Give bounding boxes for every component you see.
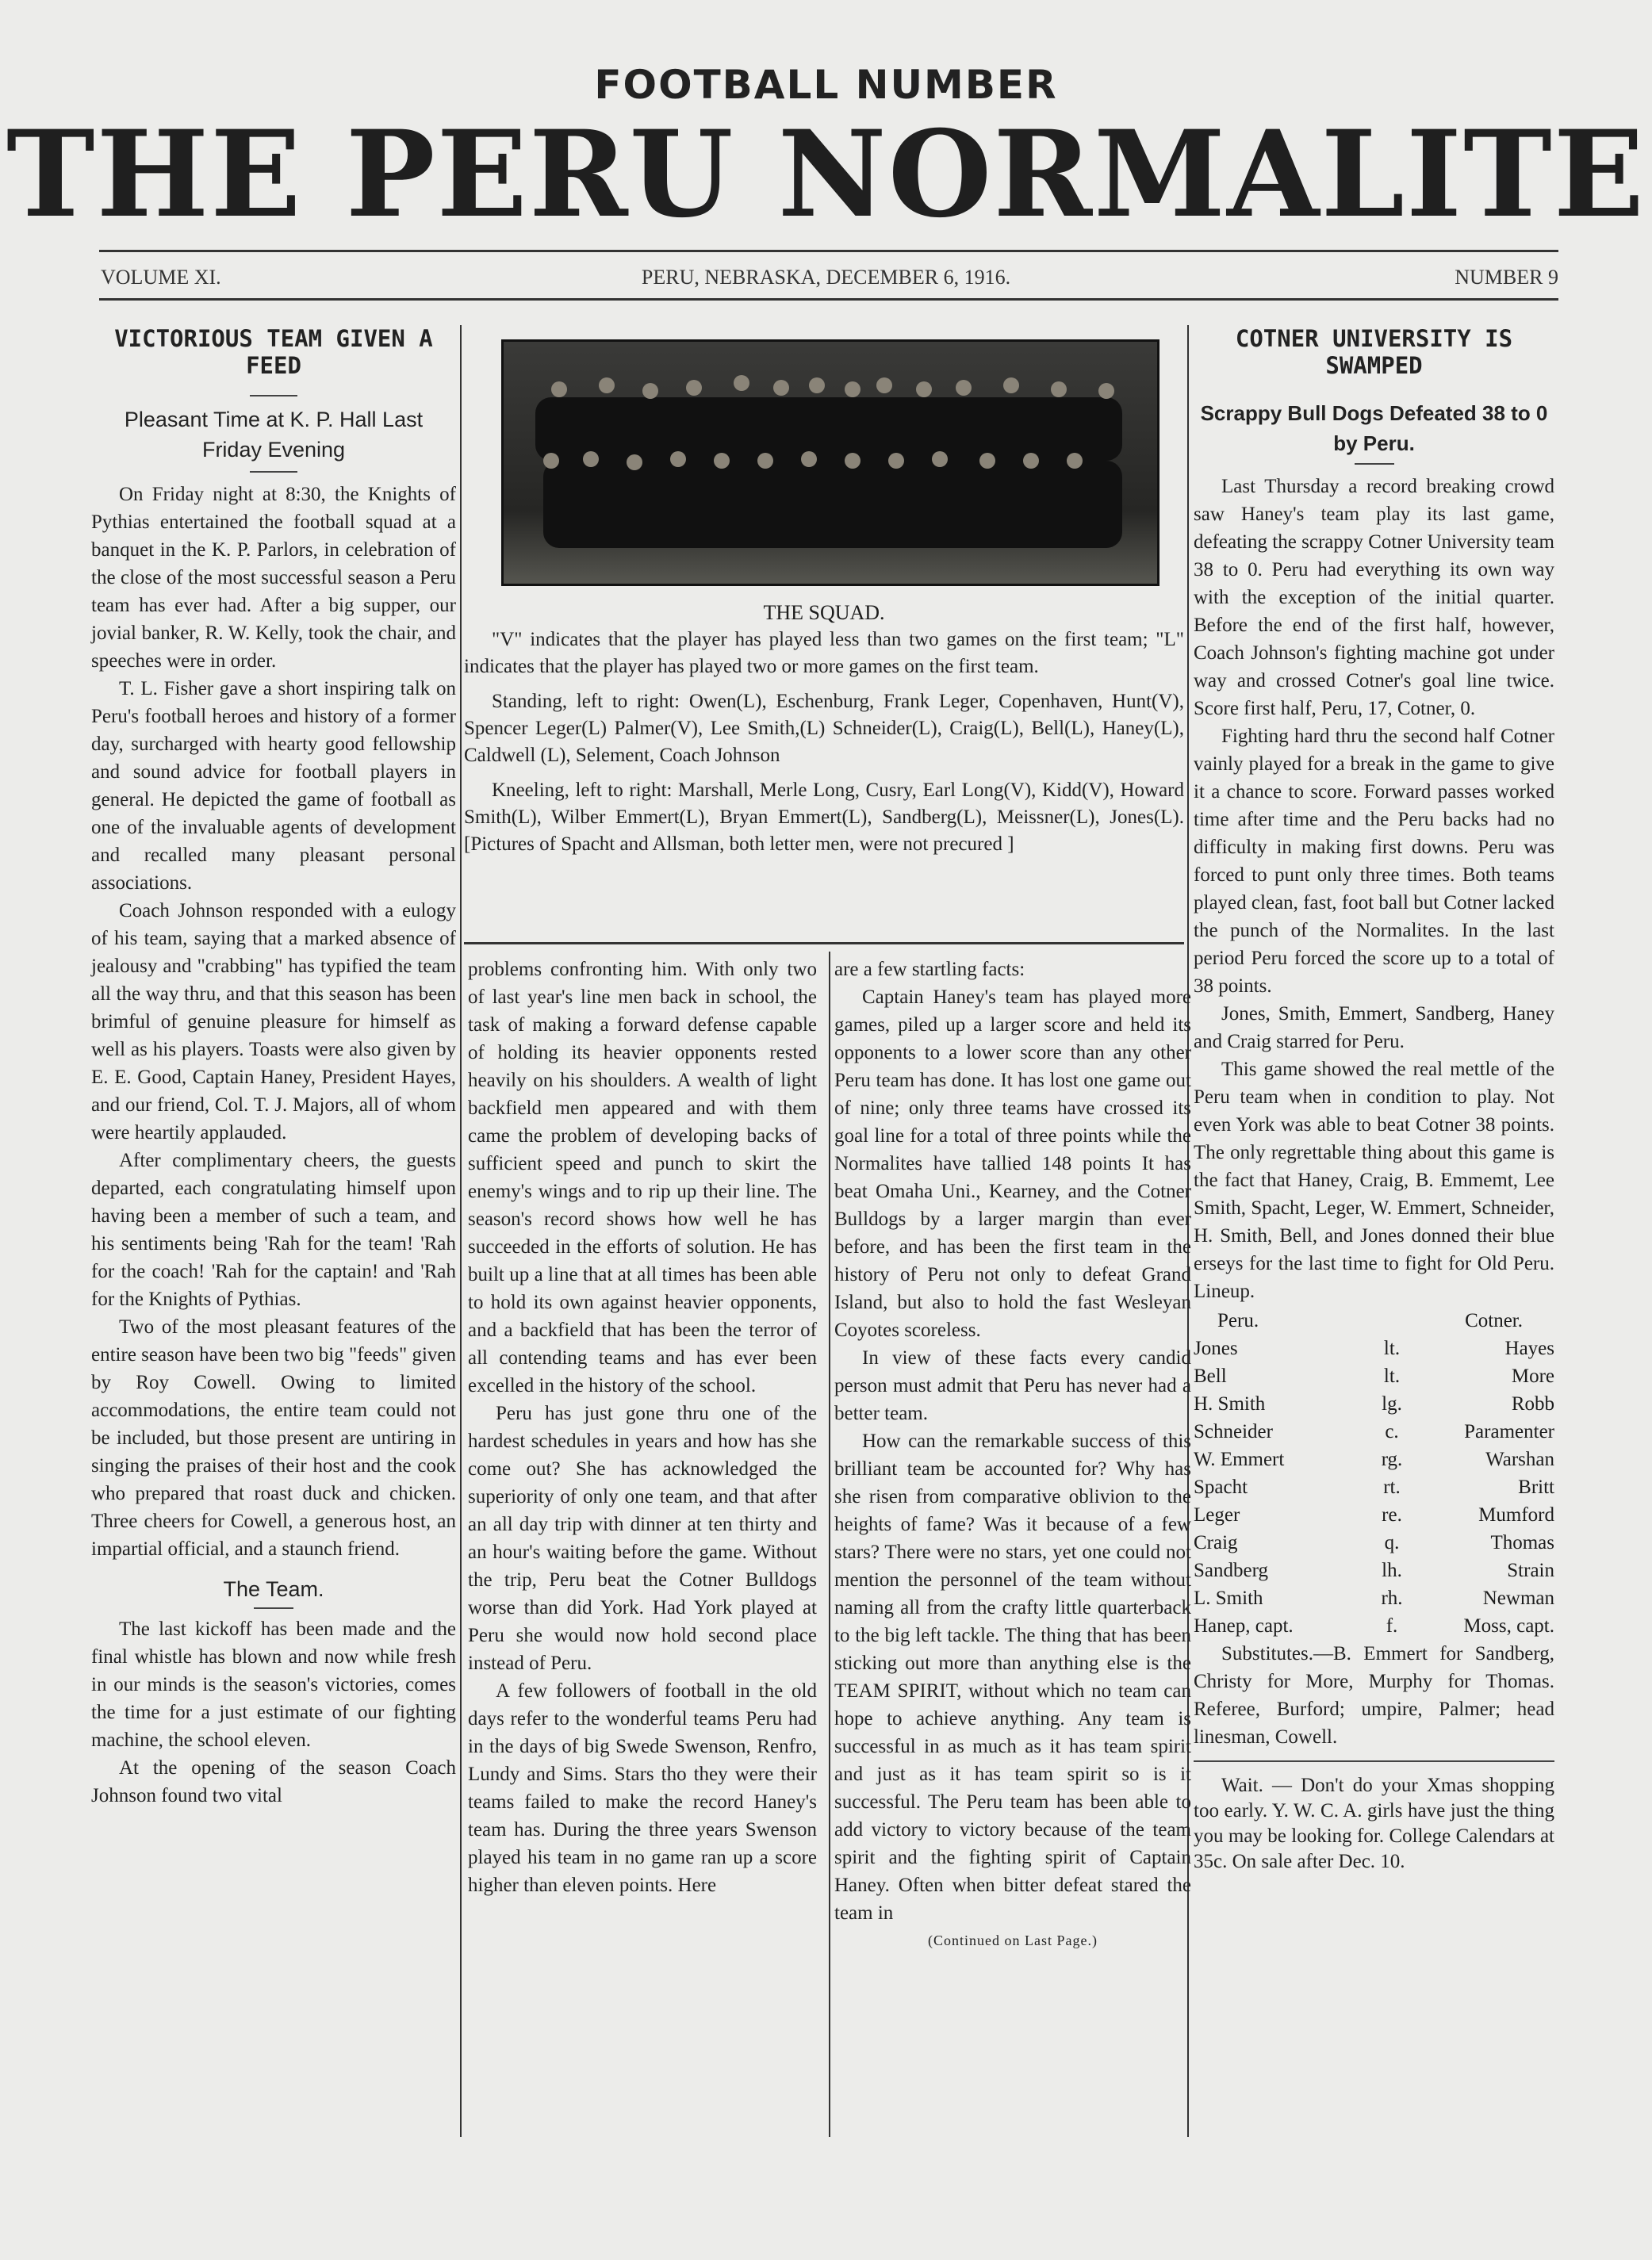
left-article-body bbox=[91, 481, 456, 1563]
paragraph: On Friday night at 8:30, the Knights of Pythias entertained the football squad at a banquet in the K. P. Parlors, in celebration of the close of the most successful season a Peru team has ever had. After a big supper, our jovial banker, R. W. Kelly, took the chair, and speeches were in order. bbox=[91, 484, 456, 672]
lineup-row bbox=[1194, 1584, 1554, 1612]
lineup-cotner-player: Warshan bbox=[1485, 1449, 1554, 1470]
lineup-row bbox=[1194, 1473, 1554, 1501]
paragraph: The last kickoff has been made and the final whistle has blown and now while fresh in our minds is the season's victories, comes the time for a just estimate of our fighting machine, the school eleven. bbox=[91, 1618, 456, 1751]
substitutes bbox=[1194, 1640, 1554, 1751]
paragraph: Fighting hard thru the second half Cotner vainly played for a break in the game to give it a chance to score. Forward passes worked time after time and the Peru backs had no difficulty in making first downs. Peru was forced to punt only three times. Both teams played clean, fast, foot ball but Cotner lacked the punch of the Normalites. In the last period Peru forced the score up to a total of 38 points. bbox=[1194, 726, 1554, 997]
squad-caption-title: THE SQUAD. bbox=[763, 601, 885, 624]
lineup-position: lt. bbox=[1383, 1338, 1401, 1359]
middle-column-two bbox=[825, 956, 1191, 1955]
paragraph: Captain Haney's team has played more games, piled up a larger score and held its opponents to a lower score than any other Peru team has done. It has lost one game out of nine; only three teams have crossed its goal line for a total of three points while the Normalites have tallied 148 points It has beat Omaha Uni., Kearney, and the Cotner Bulldogs by a larger margin than ever before, and has been the first team in the history of Peru not only to defeat Grand Island, but also to hold the fast Wesleyan Coyotes scoreless. bbox=[834, 986, 1191, 1341]
lineup-position: lt. bbox=[1383, 1366, 1401, 1387]
paragraph: This game showed the real mettle of the Peru team when in condition to play. Not even York was able to beat Cotner 38 points. The only regrettable thing about this game is the fact that Haney, Craig, B. Emmemt, Lee Smith, Spacht, Leger, W. Emmert, Schneider, H. Smith, Bell, and Jones donned their blue erseys for the last time to fight for Old Peru. Lineup. bbox=[1194, 1059, 1554, 1302]
lineup-row bbox=[1194, 1557, 1554, 1584]
team-article-body bbox=[91, 1615, 456, 1810]
right-article-body bbox=[1194, 473, 1554, 1305]
masthead-title: THE PERU NORMALITE bbox=[6, 105, 1646, 244]
masthead-top-line: FOOTBALL NUMBER bbox=[594, 62, 1058, 108]
paragraph: A few followers of football in the old days refer to the wonderful teams Peru had in the days of big Swede Swenson, Renfro, Lundy and Sims. Stars tho they were their teams failed to make the record Haney's team has. During the three years Swenson played his team in no game ran up a score higher than eleven points. Here bbox=[468, 1680, 817, 1896]
lineup-cotner-player: Newman bbox=[1482, 1588, 1554, 1609]
squad-photo-image bbox=[504, 342, 1157, 584]
lineup-position: rg. bbox=[1381, 1449, 1403, 1470]
right-article bbox=[1194, 325, 1554, 1875]
lineup-row bbox=[1194, 1418, 1554, 1446]
lineup-cotner-player: Strain bbox=[1507, 1560, 1554, 1581]
lineup-cotner-player: Moss, capt. bbox=[1463, 1615, 1554, 1637]
volume-label: VOLUME XI. bbox=[101, 266, 221, 289]
lineup-position: rh. bbox=[1381, 1588, 1403, 1609]
team-article-heading: The Team. bbox=[223, 1577, 324, 1601]
lineup-peru-player: H. Smith bbox=[1194, 1393, 1266, 1415]
lineup-header-peru: Peru. bbox=[1217, 1310, 1259, 1331]
lineup-position: q. bbox=[1384, 1532, 1400, 1553]
lineup-position: re. bbox=[1382, 1504, 1402, 1526]
paragraph: How can the remarkable success of this brilliant team be accounted for? Why has she risen from comparative oblivion to the heights of fame? Was it because of a few stars? There were no stars, yet one could not mention the personnel of the team without naming all from the crafty little quarterback to the big left tackle. The thing that has been sticking out more than anything else is the TEAM SPIRIT, without which no team can hope to achieve anything. Any team is successful in as much as it has team spirit and just as it has team spirit so is it successful. The Peru team has been able to add victory to victory because of the team spirit and the fighting spirit of Captain Haney. Often when bitter defeat stared the team in bbox=[834, 1431, 1191, 1924]
lineup-peru-player: Hanep, capt. bbox=[1194, 1615, 1294, 1637]
continued-notice: (Continued on Last Page.) bbox=[928, 1932, 1098, 1948]
lineup-cotner-player: Paramenter bbox=[1464, 1421, 1554, 1442]
lineup-peru-player: Craig bbox=[1194, 1532, 1238, 1553]
paragraph: T. L. Fisher gave a short inspiring talk on Peru's football heroes and history of a former day, surcharged with hearty good fellowship and sound advice for football players in general. He depicted the game of football as one of the invaluable agents of development and recalled many pleasant personal associations. bbox=[91, 678, 456, 894]
squad-bottom-rule bbox=[464, 942, 1184, 944]
lineup-cotner-player: More bbox=[1511, 1366, 1554, 1387]
paragraph: After complimentary cheers, the guests departed, each congratulating himself upon having been a member of such a team, and his sentiments being 'Rah for the team! 'Rah for the coach! 'Rah for the captain! and 'Rah for the Knights of Pythias. bbox=[91, 1150, 456, 1310]
lineup-row bbox=[1194, 1446, 1554, 1473]
left-article-headline: VICTORIOUS TEAM GIVEN A FEED bbox=[114, 325, 433, 379]
ywca-notice bbox=[1194, 1773, 1554, 1875]
lineup-cotner-player: Mumford bbox=[1478, 1504, 1554, 1526]
lineup-row bbox=[1194, 1529, 1554, 1557]
lineup-cotner-player: Hayes bbox=[1504, 1338, 1554, 1359]
paragraph: Jones, Smith, Emmert, Sandberg, Haney and Craig starred for Peru. bbox=[1194, 1003, 1554, 1052]
squad-legend: "V" indicates that the player has played less than two games on the first team; "L" indicates that the player has played two or more games on the first team. bbox=[464, 629, 1184, 677]
lineup-peru-player: Leger bbox=[1194, 1504, 1240, 1526]
lineup-header-cotner: Cotner. bbox=[1465, 1310, 1523, 1331]
squad-standing: Standing, left to right: Owen(L), Eschenburg, Frank Leger, Copenhaven, Hunt(V), Spencer Leger(L) Palmer(V), Lee Smith,(L) Schneider(L), Craig(L), Bell(L), Haney(L), Caldwell (L), Selement, Coach Johnson bbox=[464, 691, 1184, 766]
lineup-position: f. bbox=[1386, 1615, 1398, 1637]
squad-photo bbox=[501, 339, 1159, 586]
lineup-peru-player: Sandberg bbox=[1194, 1560, 1268, 1581]
issue-number: NUMBER 9 bbox=[1455, 266, 1558, 289]
lineup-peru-player: Spacht bbox=[1194, 1477, 1248, 1498]
paragraph: Substitutes.—B. Emmert for Sandberg, Christy for More, Murphy for Thomas. Referee, Burford; umpire, Palmer; head linesman, Cowell. bbox=[1194, 1643, 1554, 1748]
lineup-table bbox=[1194, 1307, 1554, 1640]
lineup-row bbox=[1194, 1390, 1554, 1418]
lineup-position: rt. bbox=[1383, 1477, 1401, 1498]
lineup-position: lg. bbox=[1382, 1393, 1402, 1415]
paragraph: Peru has just gone thru one of the hardest schedules in years and how has she come out? She has acknowledged the superiority of only one team, and that after an all day trip with dinner at ten thirty and an hour's waiting before the game. Without the trip, Peru beat the Cotner Bulldogs worse than did York. Had York played at Peru she would now hold second place instead of Peru. bbox=[468, 1403, 817, 1674]
notice-divider bbox=[1194, 1760, 1554, 1762]
paragraph: Wait. — Don't do your Xmas shopping too early. Y. W. C. A. girls have just the thing you may be looking for. College Calendars at 35c. On sale after Dec. 10. bbox=[1194, 1775, 1554, 1872]
masthead-rule-bottom bbox=[99, 298, 1558, 301]
team-heading-divider bbox=[254, 1607, 293, 1609]
lineup-row bbox=[1194, 1501, 1554, 1529]
masthead-rule-top bbox=[99, 250, 1558, 252]
paragraph: In view of these facts every candid person must admit that Peru has never had a better team. bbox=[834, 1347, 1191, 1424]
subhead-divider bbox=[250, 471, 297, 473]
squad-kneeling: Kneeling, left to right: Marshall, Merle Long, Cusry, Earl Long(V), Kidd(V), Howard Smith(L), Wilber Emmert(L), Bryan Emmert(L), Sandberg(L), Meissner(L), Jones(L). [Pictures of Spacht and Allsman, both letter men, were not precured ] bbox=[464, 780, 1184, 855]
lineup-row bbox=[1194, 1335, 1554, 1362]
lineup-position: c. bbox=[1385, 1421, 1399, 1442]
paragraph: problems confronting him. With only two of last year's line men back in school, the task of making a forward defense capable of holding its heavier opponents rested heavily on his shoulders. A wealth of light backfield men appeared and with them came the problem of developing backs of sufficient speed and punch to skirt the enemy's wings and to rip up their line. The season's record shows how well he has succeeded in the efforts of solution. He has built up a line that at all times has been able to hold its own against heavier opponents, and a backfield that has been the terror of all contending teams and has ever been excelled in the history of the school. bbox=[468, 959, 817, 1396]
lineup-cotner-player: Robb bbox=[1511, 1393, 1554, 1415]
paragraph: Coach Johnson responded with a eulogy of his team, saying that a marked absence of jealousy and "crabbing" has typified the team all the way thru, and that this season has been brimful of genuine pleasure for himself as well as his players. Toasts were also given by E. E. Good, Captain Haney, President Hayes, and our friend, Col. T. J. Majors, all of whom were heartily applauded. bbox=[91, 900, 456, 1143]
paragraph: Last Thursday a record breaking crowd saw Haney's team play its last game, defeating the scrappy Cotner University team 38 to 0. Peru had everything its own way with the exception of the initial quarter. Before the end of the first half, however, Coach Johnson's fighting machine got under way and crossed Cotner's goal line twice. Score first half, Peru, 17, Cotner, 0. bbox=[1194, 476, 1554, 719]
right-article-headline: COTNER UNIVERSITY IS SWAMPED bbox=[1235, 325, 1513, 379]
headline-divider bbox=[250, 395, 297, 396]
lineup-row bbox=[1194, 1362, 1554, 1390]
left-article-subhead: Pleasant Time at K. P. Hall Last Friday Evening bbox=[124, 408, 424, 462]
paragraph: Two of the most pleasant features of the entire season have been two big "feeds" given by Roy Cowell. Owing to limited accommodations, the entire team could not be included, but those present are untiring in singing the praises of their host and the cook who prepared that roast duck and chicken. Three cheers for Cowell, a generous host, an impartial official, and a staunch friend. bbox=[91, 1316, 456, 1560]
middle-column-one bbox=[454, 956, 817, 1899]
lineup-header-position bbox=[1392, 1307, 1439, 1335]
squad-caption bbox=[464, 626, 1184, 858]
dateline-place-date: PERU, NEBRASKA, DECEMBER 6, 1916. bbox=[641, 266, 1011, 289]
lineup-position: lh. bbox=[1382, 1560, 1402, 1581]
lineup-peru-player: Jones bbox=[1194, 1338, 1238, 1359]
lineup-peru-player: L. Smith bbox=[1194, 1588, 1263, 1609]
paragraph: At the opening of the season Coach Johnson found two vital bbox=[91, 1757, 456, 1806]
lineup-cotner-player: Thomas bbox=[1490, 1532, 1554, 1553]
lineup-header-row bbox=[1194, 1307, 1554, 1335]
subhead-divider bbox=[1355, 463, 1394, 465]
lineup-peru-player: Schneider bbox=[1194, 1421, 1273, 1442]
right-article-subhead: Scrappy Bull Dogs Defeated 38 to 0 by Peru. bbox=[1200, 401, 1548, 455]
lineup-peru-player: W. Emmert bbox=[1194, 1449, 1285, 1470]
lineup-cotner-player: Britt bbox=[1518, 1477, 1554, 1498]
lineup-row bbox=[1194, 1612, 1554, 1640]
paragraph: are a few startling facts: bbox=[834, 959, 1025, 980]
left-article bbox=[91, 325, 456, 1810]
lineup-peru-player: Bell bbox=[1194, 1366, 1227, 1387]
